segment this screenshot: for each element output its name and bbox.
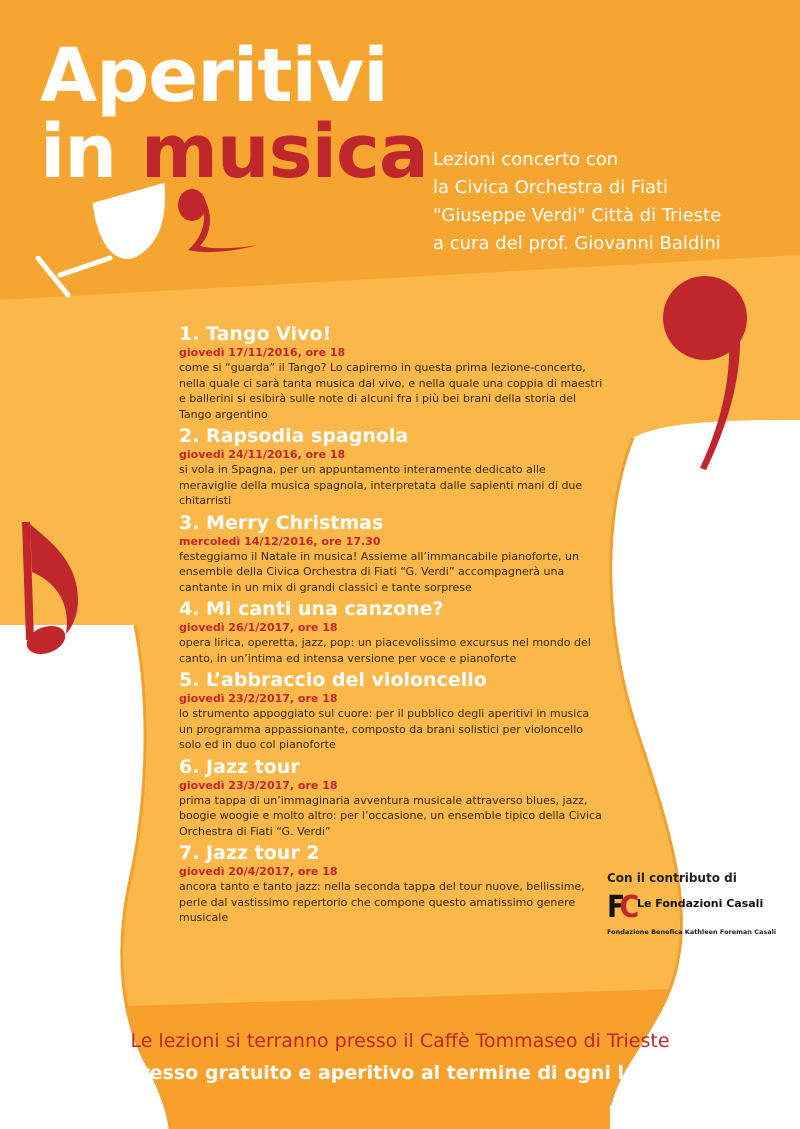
wine-glass-icon xyxy=(38,183,174,295)
logo-mark xyxy=(607,891,633,925)
subtitle-line-1: Lezioni concerto con xyxy=(433,149,619,170)
footer-note: Ingresso gratuito e aperitivo al termine di ogni lezione xyxy=(106,1062,694,1084)
event-4 xyxy=(179,597,604,666)
event-date: giovedì 23/2/2017, ore 18 xyxy=(179,692,338,705)
event-description: festeggiamo il Natale in musica! Assieme all’immancabile pianoforte, un ensemble della Civica Orchestra di Fiati “G. Verdi” accompagnerà una cantante in un mix di grandi classici e tante sorprese xyxy=(179,549,579,594)
title-musica: musica xyxy=(140,109,428,195)
event-title: 7. Jazz tour 2 xyxy=(179,842,320,864)
event-title: 5. L’abbraccio del violoncello xyxy=(179,669,487,691)
event-5 xyxy=(179,668,604,753)
event-description: come si “guarda” il Tango? Lo capiremo in questa prima lezione-concerto, nella quale ci sarà tanta musica dal vivo, e nella quale una coppia di maestri e ballerini si esibirà sulle note di alcuni fra i più bei brani della storia del Tango argentino xyxy=(179,361,603,421)
event-description: prima tappa di un’immaginaria avventura musicale attraverso blues, jazz, boogie woogie e molto altro: per l’occasione, un ensemble tipico della Civica Orchestra di Fiati “G. Verdi” xyxy=(179,793,602,838)
title-aperitivi: Aperitivi xyxy=(40,33,388,119)
event-date: giovedì 26/1/2017, ore 18 xyxy=(179,621,338,634)
event-description: lo strumento appoggiato sul cuore: per il pubblico degli aperitivi in musica un programma appassionante, composto da brani solistici per violoncello solo ed in duo col pianoforte xyxy=(179,707,590,751)
event-title: 6. Jazz tour xyxy=(179,755,300,778)
event-description: opera lirica, operetta, jazz, pop: un piacevolissimo excursus nel mondo del canto, in un’intima ed intensa versione per voce e pianoforte xyxy=(179,636,591,665)
subtitle-line-3: "Giuseppe Verdi" Città di Trieste xyxy=(433,205,722,226)
sponsor-logo xyxy=(607,890,777,941)
event-date: giovedì 24/11/2016, ore 18 xyxy=(179,448,346,461)
footer-venue: Le lezioni si terranno presso il Caffè Tommaseo di Trieste xyxy=(130,1030,670,1052)
event-date: giovedì 23/3/2017, ore 18 xyxy=(179,778,338,792)
event-3 xyxy=(179,511,604,596)
sponsor-label: Con il contributo di xyxy=(607,871,737,885)
title-in: in xyxy=(40,109,117,195)
logo-mark-f: F xyxy=(607,890,620,925)
subtitle-line-4: a cura del prof. Giovanni Baldini xyxy=(433,233,721,254)
program-list xyxy=(179,322,604,928)
event-title: 4. Mi canti una canzone? xyxy=(179,598,444,620)
event-2 xyxy=(179,424,604,509)
subtitle-line-2: la Civica Orchestra di Fiati xyxy=(433,177,669,198)
logo-name: Le Fondazioni Casali xyxy=(637,897,764,910)
subtitle xyxy=(433,146,793,258)
event-title: 2. Rapsodia spagnola xyxy=(179,425,409,447)
event-7 xyxy=(179,841,604,926)
event-date: giovedì 20/4/2017, ore 18 xyxy=(179,865,338,878)
music-note-small-icon xyxy=(178,189,258,252)
event-6 xyxy=(179,755,604,840)
event-title: 1. Tango Vivo! xyxy=(179,323,332,345)
event-description: si vola in Spagna, per un appuntamento interamente dedicato alle meraviglie della musica spagnola, interpretata dalle sapienti mani di due chitarristi xyxy=(179,463,583,507)
event-1 xyxy=(179,322,604,422)
logo-subtitle: Fondazione Benefica Kathleen Foreman Casali xyxy=(607,928,777,936)
title-in-musica xyxy=(40,109,428,195)
event-date: mercoledì 14/12/2016, ore 17.30 xyxy=(179,534,381,548)
logo-mark-c: C xyxy=(619,890,634,925)
event-description: ancora tanto e tanto jazz: nella seconda tappa del tour nuove, bellissime, perle dal vastissimo repertorio che compone questo amatissimo genere musicale xyxy=(179,880,585,924)
event-date: giovedì 17/11/2016, ore 18 xyxy=(179,346,346,359)
event-title: 3. Merry Christmas xyxy=(179,511,384,534)
